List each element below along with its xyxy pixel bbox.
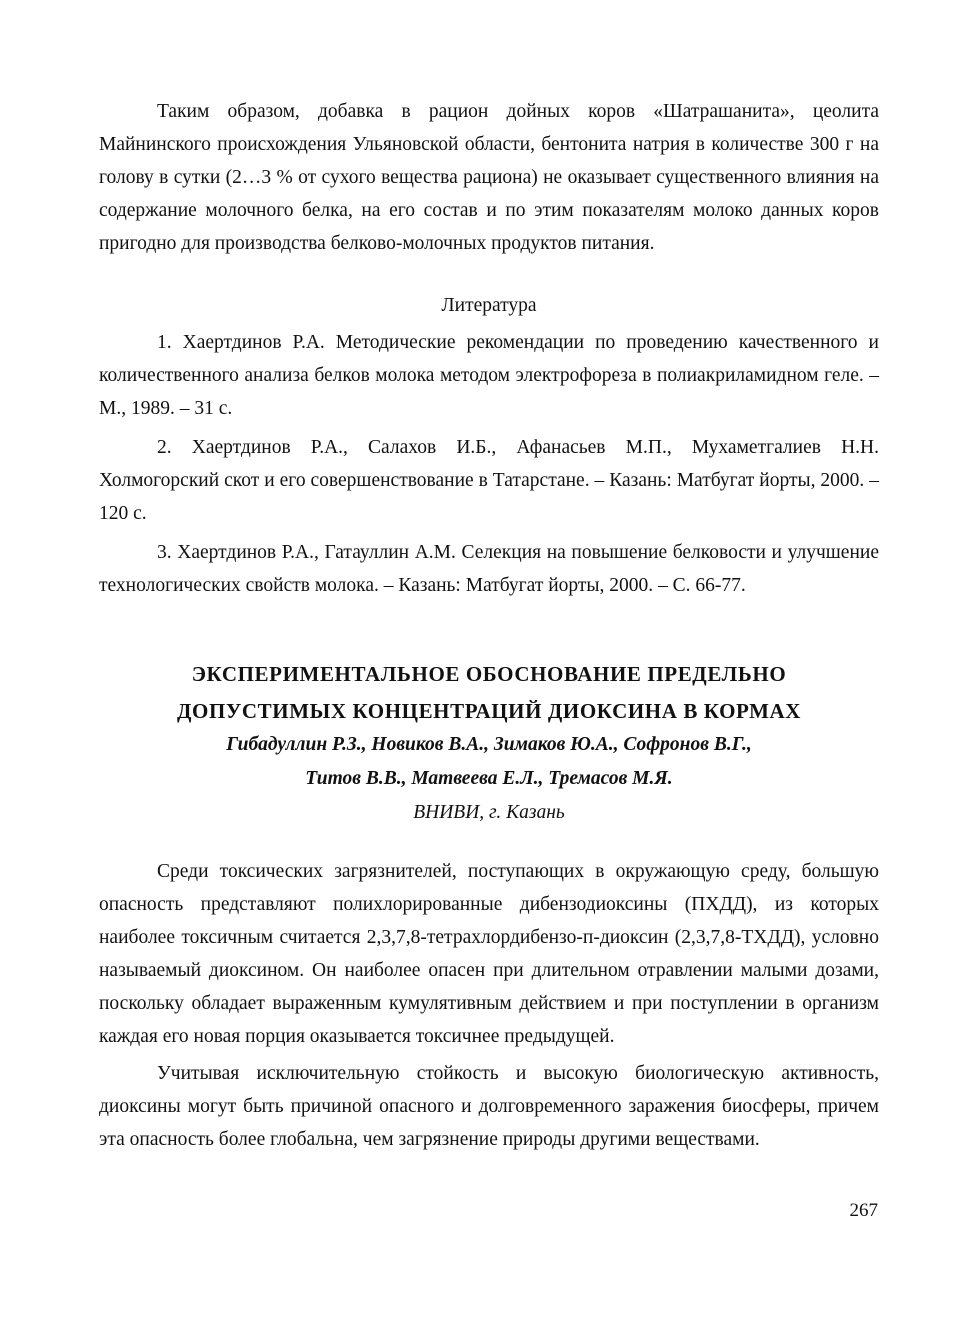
reference-item: 2. Хаертдинов Р.А., Салахов И.Б., Афанасьев М.П., Мухаметгалиев Н.Н. Холмогорский скот и его совершенствование в Татарстане. – Казань: Матбугат йорты, 2000. – 120 с. (99, 437, 879, 524)
conclusion-section (99, 95, 879, 260)
body-paragraph: Среди токсических загрязнителей, поступающих в окружающую среду, большую опасность представляют полихлорированные дибензодиоксины (ПХДД), из которых наиболее токсичным считается 2,3,7,8-тетрахлордибензо-п-диоксин (2,3,7,8-ТХДД), условно называемый диоксином. Он наиболее опасен при длительном отравлении малыми дозами, поскольку обладает выраженным кумулятивным действием и при поступлении в организм каждая его новая порция оказывается токсичнее предыдущей. (99, 861, 879, 1047)
conclusion-paragraph: Таким образом, добавка в рацион дойных коров «Шатрашанита», цеолита Майнинского происхождения Ульяновской области, бентонита натрия в количестве 300 г на голову в сутки (2…3 % от сухого вещества рациона) не оказывает существенного влияния на содержание молочного белка, на его состав и по этим показателям молоко данных коров пригодно для производства белково-молочных продуктов питания. (99, 101, 879, 254)
article-body (99, 855, 879, 1156)
article-title-line: ЭКСПЕРИМЕНТАЛЬНОЕ ОБОСНОВАНИЕ ПРЕДЕЛЬНО (191, 662, 787, 686)
article-institution: ВНИВИ, г. Казань (413, 802, 565, 823)
reference-item: 1. Хаертдинов Р.А. Методические рекомендации по проведению качественного и количественного анализа белков молока методом электрофореза в полиакриламидном геле. – М., 1989. – 31 с. (99, 332, 879, 419)
page-number: 267 (849, 1200, 878, 1221)
authors-line: Титов В.В., Матвеева Е.Л., Тремасов М.Я. (305, 768, 673, 789)
article-authors (99, 728, 879, 796)
authors-line: Гибадуллин Р.З., Новиков В.А., Зимаков Ю.А., Софронов В.Г., (226, 734, 752, 755)
body-paragraph: Учитывая исключительную стойкость и высокую биологическую активность, диоксины могут быть причиной опасного и долговременного заражения биосферы, причем эта опасность более глобальна, чем загрязнение природы другими веществами. (99, 1063, 879, 1150)
references-heading: Литература (441, 295, 537, 316)
article-title-line: ДОПУСТИМЫХ КОНЦЕНТРАЦИЙ ДИОКСИНА В КОРМАХ (176, 699, 802, 723)
references-list (99, 326, 879, 602)
article-title (99, 656, 879, 730)
reference-item: 3. Хаертдинов Р.А., Гатауллин А.М. Селекция на повышение белковости и улучшение технологических свойств молока. – Казань: Матбугат йорты, 2000. – С. 66-77. (99, 542, 879, 596)
